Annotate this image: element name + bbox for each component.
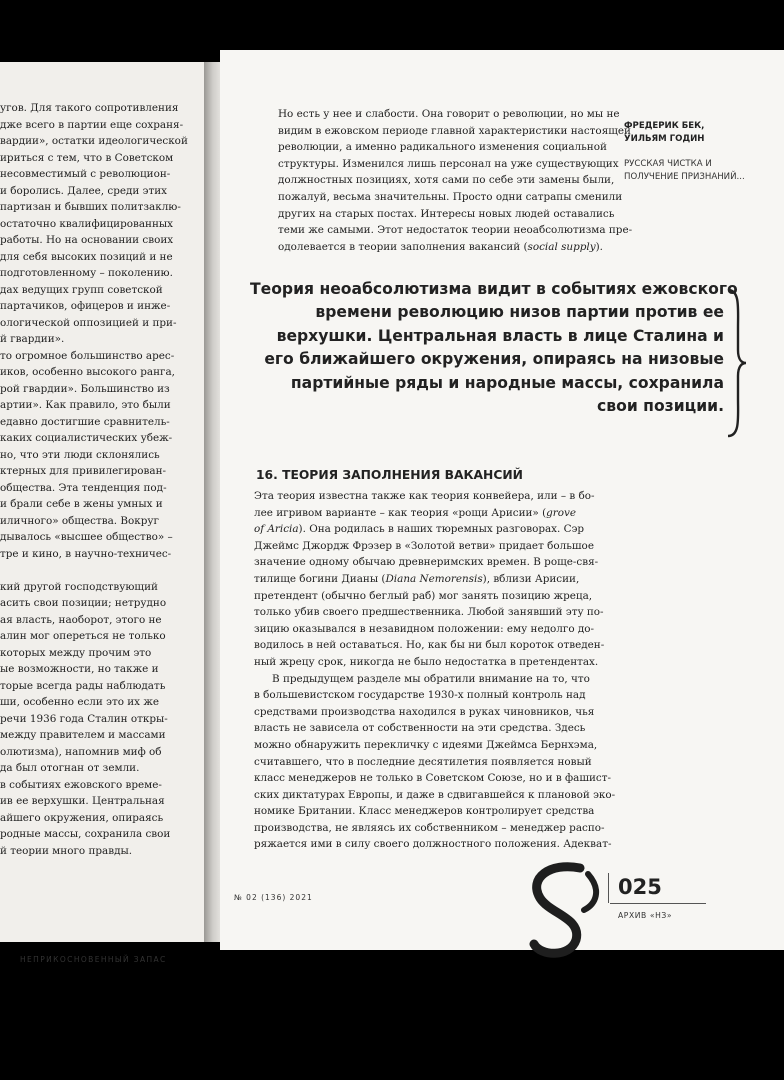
left-text-line: иличного» общества. Вокруг	[0, 514, 159, 527]
left-text-line	[0, 562, 206, 579]
left-text-line: тре и кино, в научно-техничес-	[0, 547, 172, 560]
left-text-line: ши, особенно если это их же	[0, 696, 160, 708]
left-text-line: ив ее верхушки. Центральная	[0, 795, 165, 807]
left-text-line: между правителем и массами	[0, 729, 166, 741]
left-text-line: работы. Но на основании своих	[0, 234, 174, 246]
left-text-line: ириться с тем, что в Советском	[0, 151, 174, 164]
page-number-underline	[610, 903, 706, 904]
intro-paragraph: Но есть у нее и слабости. Она говорит о революции, но мы не видим в ежовском периоде главной характеристики настоящей революции, а именно радикального изменения социальной структуры. Изменился лишь персонал на уже существующих должностных позициях, хотя сами по себе эти замены были, пожалуй, весьма значительны. Просто одни сатрапы сменили других на старых постах. Интересы новых людей оставались теми же самыми. Этот недостаток теории неоабсолютизма пре- одолевается в теории заполнения вакансий (social supply).	[278, 108, 633, 253]
left-page	[0, 62, 212, 964]
left-text-line: и боролись. Далее, среди этих	[0, 184, 168, 197]
left-column-text	[0, 100, 206, 859]
left-text-line: айшего окружения, опираясь	[0, 811, 164, 824]
left-text-line: которых между прочим это	[0, 646, 152, 659]
left-text-line: и брали себе в жены умных и	[0, 498, 163, 510]
left-text-line: остаточно квалифицированных	[0, 217, 174, 230]
left-text-line: торые всегда рады наблюдать	[0, 679, 166, 692]
left-text-line: речи 1936 года Сталин откры-	[0, 712, 168, 725]
left-text-line: общества. Эта тенденция под-	[0, 481, 167, 494]
left-text-line: ктерных для привилегирован-	[0, 465, 167, 477]
issue-number: № 02 (136) 2021	[234, 893, 313, 902]
left-text-line: артии». Как правило, это были	[0, 399, 171, 411]
sidebar-authors: ФРЕДЕРИК БЕК, УИЛЬЯМ ГОДИН	[624, 121, 705, 144]
left-text-line: партизан и бывших политзаклю-	[0, 201, 181, 213]
left-text-line: родные массы, сохранила свои	[0, 828, 171, 840]
left-text-line: каких социалистических убеж-	[0, 432, 173, 444]
left-text-line: асить свои позиции; нетрудно	[0, 597, 167, 609]
sidebar-source-title: РУССКАЯ ЧИСТКА И ПОЛУЧЕНИЕ ПРИЗНАНИЙ...	[624, 159, 745, 182]
left-text-line: иков, особенно высокого ранга,	[0, 366, 175, 378]
left-text-line: дывалось «высшее общество» –	[0, 531, 173, 543]
left-text-line: дже всего в партии еще сохраня-	[0, 118, 184, 131]
right-brace-icon	[726, 288, 748, 438]
left-text-line: й гвардии».	[0, 333, 65, 345]
left-text-line: партачиков, офицеров и инже-	[0, 300, 171, 312]
page-number: 025	[618, 875, 662, 899]
left-text-line: несовместимый с революцион-	[0, 168, 171, 180]
page-number-divider	[608, 873, 609, 903]
left-text-line: но, что эти люди склонялись	[0, 448, 160, 461]
left-text-line: ая власть, наоборот, этого не	[0, 613, 162, 626]
left-text-line: да был отогнан от земли.	[0, 762, 140, 774]
section-body: Эта теория известна также как теория конвейера, или – в бо- лее игривом варианте – как теория «рощи Арисии» (grove of Aricia). Она родилась в наших тюремных разговорах. Сэр Джеймс Джордж Фрэзер в «Золотой ветви» придает большое значение одному обычаю древнеримских времен. В роще-свя- тилище богини Дианы (Diana Nemorensis), вблизи Арисии, претендент (обычно беглый раб) мог занять позицию жреца, только убив своего предшественника. Любой занявший эту по- зицию оказывался в незавидном положении: ему недолго до- водилось в ней оставаться. Но, как бы ни был короток отведен- ный жрецу срок, никогда не было недостатка в претендентах. В предыдущем разделе мы обратили внимание на то, что в большевистском государстве 1930-х полный контроль над средствами производства находился в руках чиновников, чья власть не зависела от собственности на эти средства. Здесь можно обнаружить перекличку с идеями Джеймса Бернхэма, считавшего, что в последние десятилетия появляется новый класс менеджеров не только в Советском Союзе, но и в фашист- ских диктатурах Европы, и даже в сдвигавшейся к плановой эко- номике Британии. Класс менеджеров контролирует средства производства, не являясь их собственником – менеджер распо- ряжается ими в силу своего должностного положения. Адекват-	[254, 490, 616, 851]
left-text-line: ологической оппозицией и при-	[0, 316, 177, 329]
left-text-line: вардии», остатки идеологической	[0, 135, 188, 147]
left-text-line: подготовленному – поколению.	[0, 267, 173, 279]
archive-label: АРХИВ «НЗ»	[618, 911, 673, 920]
left-text-line: в событиях ежовского време-	[0, 778, 162, 791]
left-text-line: й теории много правды.	[0, 844, 133, 857]
left-text-line: кий другой господствующий	[0, 580, 158, 593]
left-footer-title: НЕПРИКОСНОВЕННЫЙ ЗАПАС	[20, 955, 167, 964]
left-text-line: угов. Для такого сопротивления	[0, 102, 179, 114]
left-text-line: алин мог опереться не только	[0, 630, 166, 642]
section-heading: 16. ТЕОРИЯ ЗАПОЛНЕНИЯ ВАКАНСИЙ	[256, 468, 523, 482]
left-text-line: дах ведущих групп советской	[0, 283, 163, 296]
left-text-line: то огромное большинство арес-	[0, 349, 175, 362]
left-text-line: рой гвардии». Большинство из	[0, 382, 170, 395]
left-text-line: олютизма), напомнив миф об	[0, 745, 162, 758]
right-page	[220, 50, 784, 950]
left-text-line: едавно достигшие сравнитель-	[0, 415, 170, 428]
left-text-line: ые возможности, но также и	[0, 663, 159, 675]
left-text-line: для себя высоких позиций и не	[0, 250, 173, 263]
pull-quote: Теория неоабсолютизма видит в событиях ежовского времени революцию низов партии против ее верхушки. Центральная власть в лице Сталина и его ближайшего окружения, опираясь на низовые партийные ряды и народные массы, сохранила свои позиции.	[250, 280, 738, 415]
section-sign-logo-icon	[510, 860, 620, 960]
